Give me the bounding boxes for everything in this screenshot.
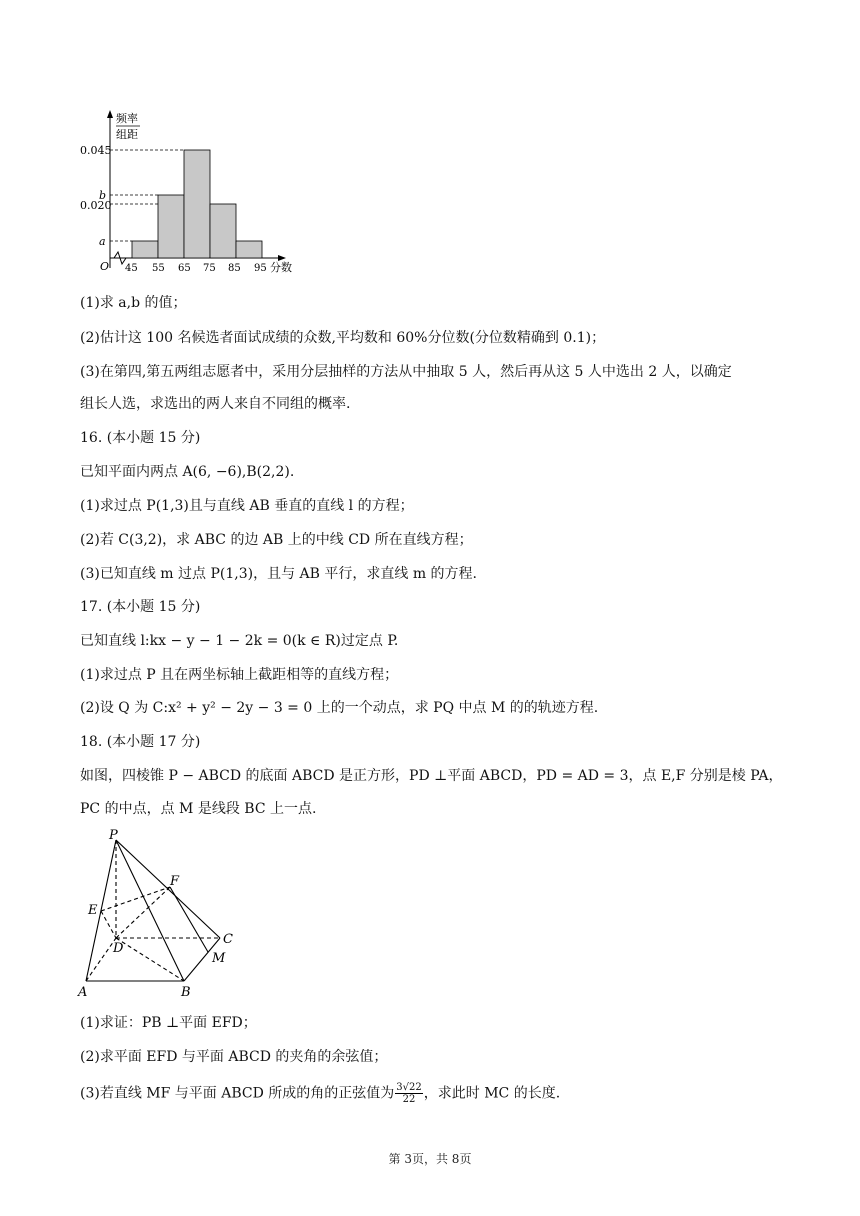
xtick-55: 55 [152, 263, 165, 274]
segment-EF [101, 887, 170, 911]
q16-part2: (2)若 C(3,2)，求 ABC 的边 AB 上的中线 CD 所在直线方程； [80, 532, 473, 548]
q17-intro: 已知直线 l:kx − y − 1 − 2k = 0(k ∈ R)过定点 P. [80, 633, 399, 649]
xlabel: 分数 [270, 261, 292, 274]
q16-part3: (3)已知直线 m 过点 P(1,3)，且与 AB 平行，求直线 m 的方程. [80, 566, 477, 582]
q16-part1: (1)求过点 P(1,3)且与直线 AB 垂直的直线 l 的方程； [80, 498, 414, 514]
label-M: M [212, 951, 226, 966]
ylabel-bottom: 组距 [116, 128, 138, 141]
q17-header: 17. (本小题 15 分) [80, 599, 201, 615]
ytick-0045: 0.045 [80, 144, 112, 157]
label-E: E [88, 903, 98, 918]
ylabel-top: 频率 [116, 112, 138, 125]
xtick-65: 65 [178, 263, 191, 274]
ytick-0020: 0.020 [80, 199, 112, 212]
pyramid-figure [76, 826, 246, 1004]
label-B: B [181, 985, 191, 1000]
bar-55-65 [158, 195, 184, 258]
q17-part2: (2)设 Q 为 C:x² + y² − 2y − 3 = 0 上的一个动点，求 PQ 中点 M 的的轨迹方程. [80, 700, 599, 716]
q18-part3-suffix: ，求此时 MC 的长度. [423, 1085, 561, 1102]
origin-label: O [100, 260, 110, 273]
label-A: A [78, 985, 88, 1000]
q16-intro: 已知平面内两点 A(6, −6),B(2,2). [80, 464, 295, 480]
label-F: F [170, 874, 180, 889]
xtick-85: 85 [228, 263, 241, 274]
label-C: C [223, 932, 233, 947]
q18-part3 [80, 1082, 560, 1105]
xtick-75: 75 [203, 263, 216, 274]
xtick-45: 45 [125, 263, 138, 274]
q18-part3-prefix: (3)若直线 MF 与平面 ABCD 所成的角的正弦值为 [80, 1085, 395, 1102]
bar-85-95 [236, 241, 262, 258]
q18-part1: (1)求证：PB ⊥平面 EFD； [80, 1015, 257, 1031]
bar-65-75 [184, 150, 210, 258]
label-D: D [113, 941, 124, 956]
bar-75-85 [210, 204, 236, 258]
edge-PB [116, 840, 184, 981]
q15-part3-line1: (3)在第四,第五两组志愿者中，采用分层抽样的方法从中抽取 5 人，然后再从这 5 人中选出 2 人，以确定 [80, 364, 732, 380]
fraction-denominator: 22 [402, 1094, 416, 1105]
q17-part1: (1)求过点 P 且在两坐标轴上截距相等的直线方程； [80, 667, 399, 683]
y-axis-arrow [107, 110, 113, 118]
q18-part2: (2)求平面 EFD 与平面 ABCD 的夹角的余弦值； [80, 1049, 388, 1065]
fraction-numerator: 3√22 [396, 1082, 422, 1093]
ytick-b: b [99, 189, 107, 202]
label-P: P [109, 828, 118, 843]
segment-ED [101, 911, 116, 938]
q18-header: 18. (本小题 17 分) [80, 734, 201, 750]
q18-intro-line1: 如图，四棱锥 P − ABCD 的底面 ABCD 是正方形，PD ⊥平面 ABCD，PD = AD = 3，点 E,F 分别是棱 PA， [80, 768, 783, 784]
q15-part2: (2)估计这 100 名候选者面试成绩的众数,平均数和 60%分位数(分位数精确到 0.1)； [80, 330, 606, 346]
q18-intro-line2: PC 的中点，点 M 是线段 BC 上一点. [80, 801, 317, 817]
segment-DF [116, 887, 170, 938]
segment-FM [170, 887, 208, 952]
q15-part3-line2: 组长人选，求选出的两人来自不同组的概率. [80, 396, 351, 412]
ytick-a: a [99, 235, 106, 248]
sine-fraction [395, 1082, 422, 1105]
bar-45-55 [132, 241, 158, 258]
xtick-95: 95 [254, 263, 267, 274]
frequency-histogram [70, 108, 310, 280]
q16-header: 16. (本小题 15 分) [80, 430, 201, 446]
q15-part1: (1)求 a,b 的值； [80, 295, 187, 311]
page-footer: 第 3页，共 8页 [388, 1152, 472, 1166]
